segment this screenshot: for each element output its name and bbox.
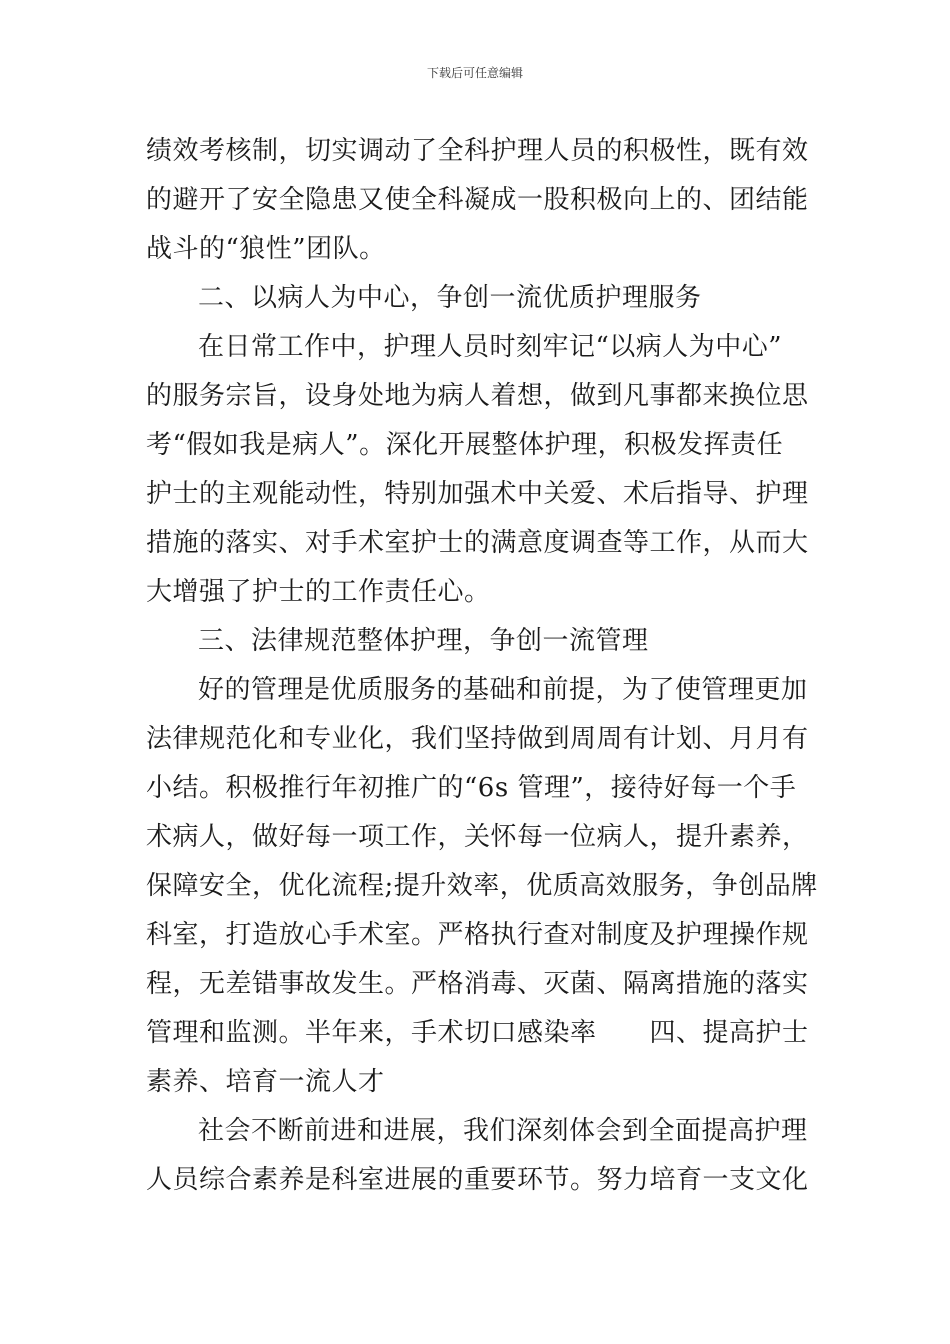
text-line: 战斗的“狼性”团队。 <box>146 234 386 264</box>
text-line: 程，无差错事故发生。严格消毒、灭菌、隔离措施的落实 <box>146 969 809 999</box>
document-body <box>146 127 818 1205</box>
page-header: 下载后可任意编辑 <box>426 66 523 80</box>
paragraph-start: 社会不断前进和进展，我们深刻体会到全面提高护理 <box>198 1116 808 1146</box>
text-line: 的服务宗旨，设身处地为病人着想，做到凡事都来换位思 <box>146 381 809 411</box>
text-line: 大增强了护士的工作责任心。 <box>146 577 491 607</box>
section-heading: 三、法律规范整体护理，争创一流管理 <box>198 626 649 656</box>
paragraph-start: 好的管理是优质服务的基础和前提，为了使管理更加 <box>198 675 808 705</box>
section-heading: 二、以病人为中心，争创一流优质护理服务 <box>198 283 702 313</box>
text-line: 的避开了安全隐患又使全科凝成一股积极向上的、团结能 <box>146 185 809 215</box>
text-line: 人员综合素养是科室进展的重要环节。努力培育一支文化 <box>146 1165 809 1195</box>
text-line: 管理和监测。半年来，手术切口感染率 四、提高护士 <box>146 1018 809 1048</box>
text-line: 绩效考核制，切实调动了全科护理人员的积极性，既有效 <box>146 136 809 166</box>
text-line: 护士的主观能动性，特别加强术中关爱、术后指导、护理 <box>146 479 809 509</box>
text-line: 法律规范化和专业化，我们坚持做到周周有计划、月月有 <box>146 724 809 754</box>
text-line: 小结。积极推行年初推广的“6s 管理”，接待好每一个手 <box>146 773 797 803</box>
text-line: 措施的落实、对手术室护士的满意度调查等工作，从而大 <box>146 528 809 558</box>
text-line: 术病人，做好每一项工作，关怀每一位病人，提升素养， <box>146 822 809 852</box>
text-line: 保障安全，优化流程;提升效率，优质高效服务，争创品牌 <box>146 871 818 901</box>
paragraph-start: 在日常工作中，护理人员时刻牢记“以病人为中心” <box>198 332 783 362</box>
text-line: 考“假如我是病人”。深化开展整体护理，积极发挥责任 <box>146 430 784 460</box>
text-line: 科室，打造放心手术室。严格执行查对制度及护理操作规 <box>146 920 809 950</box>
text-line: 素养、培育一流人才 <box>146 1067 385 1097</box>
